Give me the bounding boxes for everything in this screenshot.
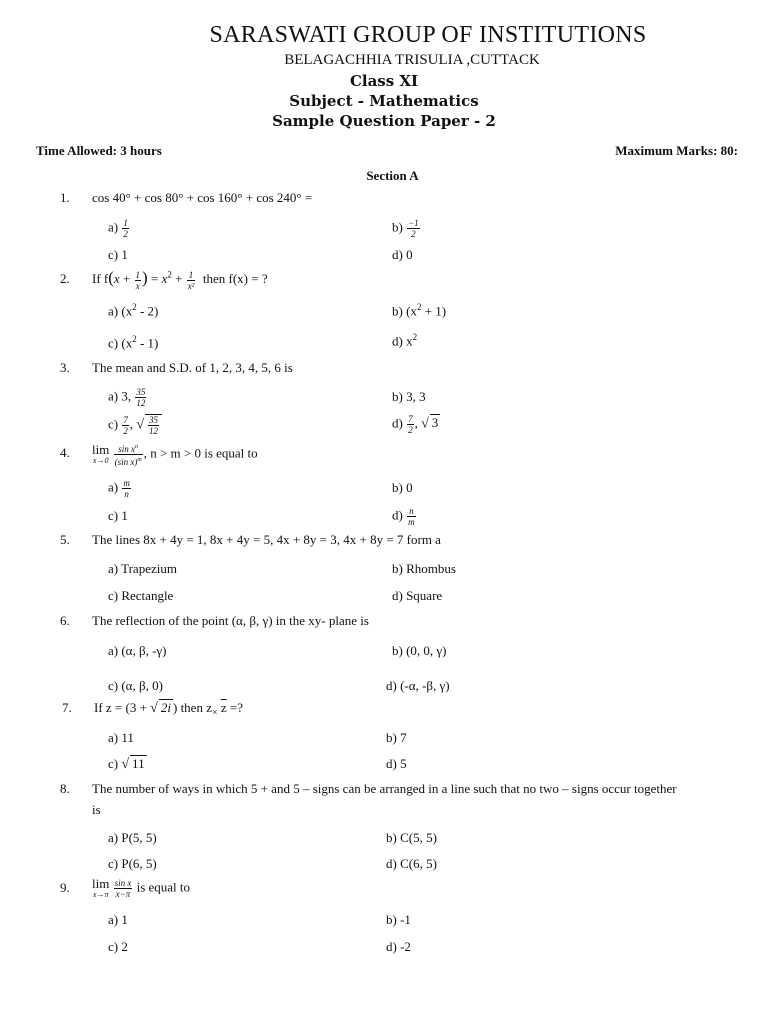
option-label: b): [392, 303, 403, 319]
exponent: 2: [412, 332, 418, 342]
option-d: d) 5: [386, 756, 407, 771]
option-d: d) (-α, -β, γ): [386, 678, 450, 693]
option-c: c) (α, β, 0): [108, 678, 163, 693]
fraction: [122, 218, 129, 239]
option-label: a): [108, 219, 119, 235]
option-c: c) Rectangle: [108, 588, 174, 603]
option-a: [108, 302, 158, 319]
limit-subscript: x→0: [92, 456, 109, 465]
question-number: 2.: [60, 271, 70, 286]
option-d: d) Square: [392, 588, 443, 603]
square-root: 11: [132, 756, 145, 771]
fraction-numerator: sin x: [118, 444, 136, 454]
option-label: a): [108, 479, 119, 495]
question-text: [94, 699, 243, 719]
fraction: $\frac{\sin x^n}{(\sin x)^m}$: [114, 444, 142, 467]
fraction-numerator: 1: [123, 218, 128, 228]
option-text: (x: [121, 335, 133, 351]
question-text: If f(x + $\frac{1}{x}$ ) = $x^2$ + $\frac{1}{\text{x²}}$ then f(x) = ?: [92, 268, 268, 291]
fraction-numerator: 7: [408, 414, 413, 424]
fraction: [114, 878, 133, 899]
maximum-marks: Maximum Marks: 80:: [615, 143, 738, 158]
option-text: (x: [121, 303, 133, 319]
option-b: b) -1: [386, 912, 411, 927]
question-number: 4.: [60, 445, 70, 460]
option-b: [392, 218, 421, 239]
option-b: b) Rhombus: [392, 561, 456, 576]
option-b: b) 7: [386, 730, 407, 745]
fraction-numerator: n: [409, 506, 414, 516]
option-text: x: [406, 333, 413, 349]
option-c: c) $\frac{7}{2}$ , √ $\frac{35}{12}$: [108, 414, 162, 436]
fraction-denominator: 12: [136, 398, 146, 408]
option-a: a) P(5, 5): [108, 830, 157, 845]
question-number: 6.: [60, 613, 70, 628]
fraction-denominator: m: [408, 517, 415, 527]
option-label: a): [108, 303, 119, 319]
question-number: 5.: [60, 532, 70, 547]
square-root: 3: [431, 415, 439, 431]
exponent: 2: [416, 302, 422, 312]
fraction: [122, 415, 129, 436]
school-name: SARASWATI GROUP OF INSTITUTIONS: [209, 22, 647, 48]
question-text: [92, 442, 258, 467]
time-allowed: Time Allowed: 3 hours: [36, 143, 162, 158]
question-text: The number of ways in which 5 + and 5 – signs can be arranged in a line such that no two – signs occur together: [92, 781, 677, 796]
option-label: b): [392, 219, 403, 235]
fraction-numerator: −1: [408, 218, 419, 228]
option-text: (x: [406, 303, 417, 319]
question-number: 1.: [60, 190, 70, 205]
option-a: a) 11: [108, 730, 134, 745]
fraction: [407, 414, 414, 435]
fraction: [135, 387, 146, 408]
radical-sign: √: [150, 701, 158, 716]
option-b: b) (0, 0, γ): [392, 643, 447, 658]
fraction-denominator: 2: [123, 229, 128, 239]
fraction-denominator: 2: [123, 426, 128, 436]
limit-operator: [92, 443, 109, 466]
fraction-numerator: 7: [123, 415, 128, 425]
square-root: [145, 414, 162, 436]
class-heading: Class XI: [349, 72, 419, 90]
option-b: b) C(5, 5): [386, 830, 437, 845]
exponent: 2: [132, 302, 137, 312]
option-text: - 2): [136, 303, 159, 319]
option-c: c) 1: [108, 508, 128, 523]
question-text-suffix: =?: [226, 700, 243, 715]
option-label: d): [392, 415, 403, 431]
option-label: c): [108, 416, 119, 432]
option-c: c) 1: [108, 247, 128, 262]
fraction-denominator: 12: [149, 426, 159, 436]
question-number: 7.: [62, 700, 72, 715]
option-text: - 1): [136, 335, 159, 351]
question-text-mid: ) then z: [172, 700, 212, 715]
option-c: [108, 334, 158, 351]
section-heading: Section A: [366, 168, 419, 183]
option-a: [108, 387, 147, 408]
fraction: $\frac{1}{x}$: [135, 269, 141, 291]
school-address: BELAGACHHIA TRISULIA ,CUTTACK: [284, 52, 540, 68]
fraction-denominator: n: [124, 489, 129, 499]
option-a: a) Trapezium: [108, 561, 177, 576]
question-text: cos 40° + cos 80° + cos 160° + cos 240° =: [92, 190, 313, 205]
option-c: c) 2: [108, 939, 128, 954]
radical-sign: √: [136, 417, 145, 433]
question-text-suffix: , n > m > 0 is equal to: [143, 445, 258, 461]
option-d: d) -2: [386, 939, 411, 954]
fraction: [407, 506, 416, 527]
fraction-numerator: 35: [149, 415, 159, 425]
question-text: The lines 8x + 4y = 1, 8x + 4y = 5, 4x + 8y = 3, 4x + 8y = 7 form a: [92, 532, 441, 547]
option-label: d): [392, 333, 403, 349]
fraction-denominator: x−π: [115, 889, 131, 899]
fraction-numerator: 35: [136, 387, 146, 397]
question-text-continued: is: [92, 802, 101, 817]
option-d: [392, 332, 417, 349]
question-text-prefix: If f: [92, 271, 109, 286]
limit-word: lim: [92, 876, 110, 891]
question-text: [92, 877, 190, 900]
option-label: d): [392, 507, 403, 523]
option-c: [108, 755, 147, 773]
question-number: 3.: [60, 360, 70, 375]
square-root: 2i: [160, 700, 171, 715]
radical-sign: √: [421, 416, 429, 432]
limit-operator: [92, 877, 109, 900]
fraction: [407, 218, 420, 239]
option-a: a) (α, β, -γ): [108, 643, 167, 658]
limit-word: lim: [92, 442, 110, 457]
times-sign: ×: [211, 707, 218, 719]
option-label: c): [108, 756, 119, 771]
option-b: b) 3, 3: [392, 389, 426, 404]
paper-title: Sample Question Paper - 2: [272, 112, 496, 130]
option-d: d) C(6, 5): [386, 856, 437, 871]
question-number: 9.: [60, 880, 70, 895]
limit-subscript: x→π: [92, 890, 109, 899]
fraction-numerator: sin x: [114, 878, 132, 888]
option-c: c) P(6, 5): [108, 856, 157, 871]
fraction-denominator: 2: [408, 425, 413, 435]
z-conjugate: $\overline{z}$: [220, 700, 227, 715]
fraction: [122, 478, 131, 499]
option-a: [108, 218, 130, 239]
option-a: a) 1: [108, 912, 128, 927]
fraction-denominator: (sin x): [114, 457, 138, 467]
fraction: [148, 415, 159, 436]
question-text: The reflection of the point (α, β, γ) in the xy- plane is: [92, 613, 369, 628]
option-d: [392, 506, 417, 527]
option-d: d) $\frac{7}{2}$ , √ 3: [392, 414, 439, 435]
option-b: [392, 302, 446, 319]
option-a: [108, 478, 132, 499]
fraction: $\frac{1}{\text{x²}}$: [187, 269, 195, 291]
option-label: a) 3,: [108, 388, 132, 404]
fraction-denominator: 2: [411, 229, 416, 239]
exponent: 2: [132, 334, 137, 344]
option-label: c): [108, 335, 119, 351]
question-text-suffix: is equal to: [136, 879, 191, 895]
question-text-suffix: then f(x) = ?: [202, 271, 268, 286]
radical-sign: √: [121, 757, 130, 772]
option-d: d) 0: [392, 247, 413, 262]
option-b: b) 0: [392, 480, 413, 495]
subject-heading: Subject - Mathematics: [289, 92, 479, 110]
option-text: + 1): [421, 303, 447, 319]
question-text-prefix: If z = (3 +: [94, 700, 151, 715]
question-number: 8.: [60, 781, 70, 796]
question-text: The mean and S.D. of 1, 2, 3, 4, 5, 6 is: [92, 360, 293, 375]
fraction-numerator: m: [123, 478, 130, 488]
